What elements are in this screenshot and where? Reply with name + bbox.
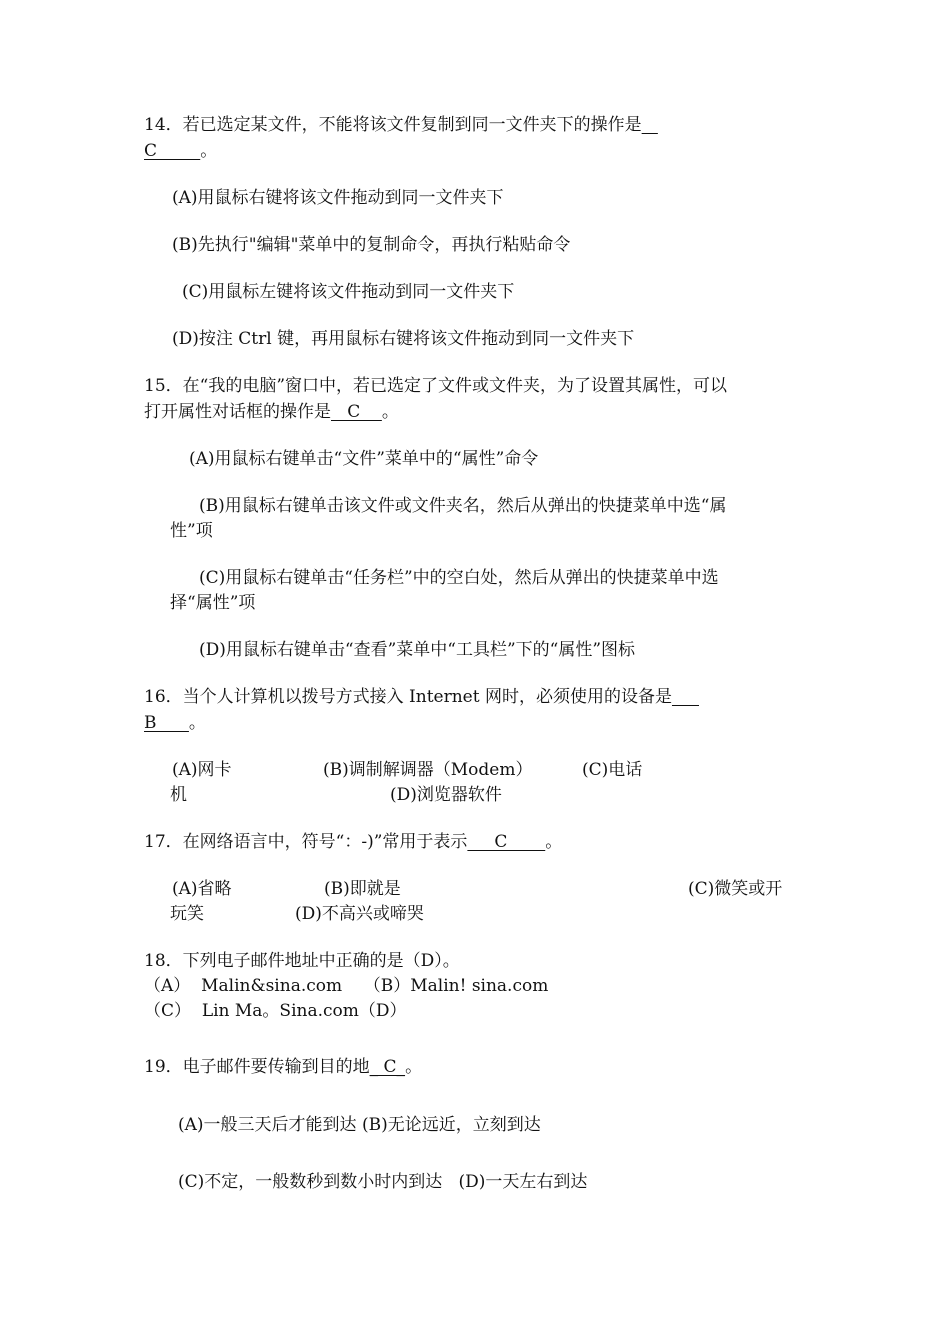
q16-option-a: (A)网卡	[172, 760, 232, 780]
q18-options-ab: （A） Malin&sina.com （B）Malin! sina.com	[144, 976, 549, 996]
q14-answer: C	[144, 141, 201, 161]
q16-answer-line: B 。	[144, 713, 206, 733]
q18-stem: 18．下列电子邮件地址中正确的是（D）。	[144, 951, 460, 971]
q19-options-cd: (C)不定，一般数秒到数小时内到达 (D)一天左右到达	[178, 1172, 588, 1192]
q14-option-b: (B)先执行"编辑"菜单中的复制命令，再执行粘贴命令	[172, 235, 571, 255]
q15-option-c: (C)用鼠标右键单击“任务栏”中的空白处，然后从弹出的快捷菜单中选	[199, 568, 719, 588]
q16-option-c-cont: 机	[170, 785, 187, 805]
q17-answer: C	[467, 832, 546, 852]
q15-option-b: (B)用鼠标右键单击该文件或文件夹名，然后从弹出的快捷菜单中选“属	[199, 496, 727, 516]
q16-stem: 16．当个人计算机以拨号方式接入 Internet 网时，必须使用的设备是	[144, 686, 699, 708]
q19-options-ab: (A)一般三天后才能到达 (B)无论远近，立刻到达	[178, 1115, 541, 1135]
q16-answer: B	[144, 713, 189, 733]
q15-option-a: (A)用鼠标右键单击“文件”菜单中的“属性”命令	[189, 449, 539, 469]
q19-answer: _ C_	[369, 1057, 406, 1077]
q17-option-c-cont: 玩笑	[170, 904, 204, 924]
q16-option-c: (C)电话	[582, 760, 643, 780]
q17-option-a: (A)省略	[172, 879, 232, 899]
q14-option-d: (D)按注 Ctrl 键，再用鼠标右键将该文件拖动到同一文件夹下	[172, 329, 635, 349]
q16-answer-blank	[672, 687, 699, 707]
q17-option-c: (C)微笑或开	[688, 879, 783, 899]
q16-option-b: (B)调制解调器（Modem）	[323, 760, 533, 780]
q15-stem-line2: 打开属性对话框的操作是 C 。	[144, 402, 399, 422]
q16-option-d: (D)浏览器软件	[390, 785, 502, 805]
q15-answer: C	[331, 402, 382, 422]
q14-stem: 14．若已选定某文件，不能将该文件复制到同一文件夹下的操作是	[144, 114, 658, 136]
q14-answer-blank	[642, 115, 658, 135]
q19-stem: 19．电子邮件要传输到目的地_ C_。	[144, 1057, 423, 1077]
q14-option-a: (A)用鼠标右键将该文件拖动到同一文件夹下	[172, 188, 504, 208]
q14-option-c: (C)用鼠标左键将该文件拖动到同一文件夹下	[182, 282, 515, 302]
q17-option-d: (D)不高兴或啼哭	[295, 904, 424, 924]
q18-options-cd: （C） Lin Ma。Sina.com（D）	[144, 1001, 407, 1021]
q15-option-d: (D)用鼠标右键单击“查看”菜单中“工具栏”下的“属性”图标	[199, 640, 636, 660]
q15-option-b-cont: 性”项	[170, 521, 213, 541]
q17-option-b: (B)即就是	[324, 879, 401, 899]
q15-stem-line1: 15．在“我的电脑”窗口中，若已选定了文件或文件夹，为了设置其属性，可以	[144, 376, 728, 396]
q14-answer-line: C 。	[144, 141, 218, 161]
q15-option-c-cont: 择“属性”项	[170, 593, 256, 613]
q17-stem: 17．在网络语言中，符号“：-)”常用于表示 C 。	[144, 832, 563, 852]
